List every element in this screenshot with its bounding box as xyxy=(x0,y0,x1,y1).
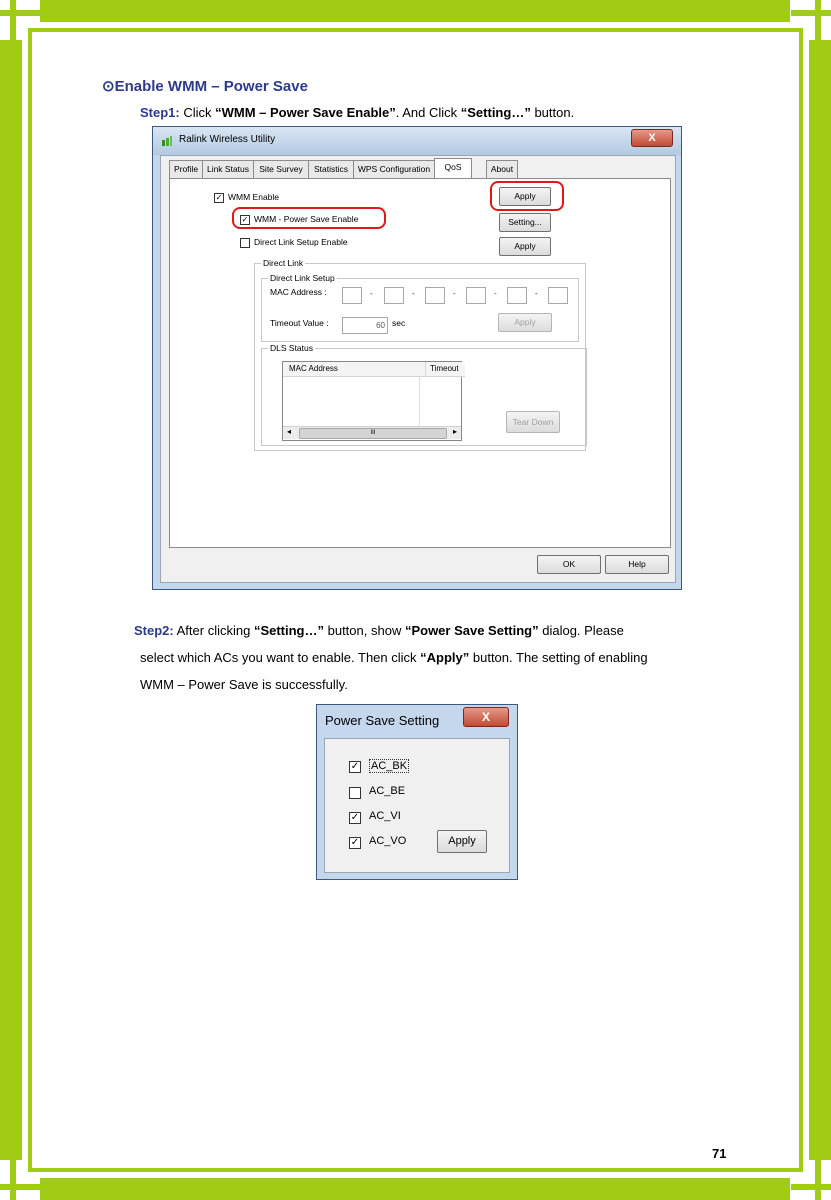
ok-button[interactable]: OK xyxy=(537,555,601,574)
step1-quote2: “Setting…” xyxy=(460,105,531,120)
frame-right xyxy=(809,40,831,1160)
step1-quote1: “WMM – Power Save Enable” xyxy=(215,105,396,120)
step2-line2-pre: select which ACs you want to enable. Then click xyxy=(140,650,421,665)
scroll-right-icon[interactable]: ▸ xyxy=(452,427,457,436)
frame-corner-tl xyxy=(0,0,40,40)
page-number: 71 xyxy=(712,1146,727,1161)
col-timeout-header[interactable]: Timeout xyxy=(426,362,465,377)
step2-post: dialog. Please xyxy=(538,623,624,638)
scroll-left-icon[interactable]: ◂ xyxy=(287,427,292,436)
step2-pre: After clicking xyxy=(173,623,254,638)
scroll-thumb[interactable]: III xyxy=(299,428,447,439)
timeout-unit: sec xyxy=(392,318,406,328)
ac-bk-checkbox[interactable]: ✓ xyxy=(350,761,360,772)
dl-setup-group: Direct Link Setup MAC Address : - - - - - Timeout Value : 60 sec Apply xyxy=(261,278,579,342)
tab-statistics[interactable]: Statistics xyxy=(308,160,354,178)
tab-link-status[interactable]: Link Status xyxy=(202,160,254,178)
setting-button[interactable]: Setting... xyxy=(499,213,551,232)
frame-inner-top xyxy=(28,28,803,32)
mac-field-2[interactable] xyxy=(384,287,404,304)
step2-line2-post: button. The setting of enabling xyxy=(469,650,648,665)
mac-field-3[interactable] xyxy=(425,287,445,304)
frame-inner-bottom xyxy=(28,1168,803,1172)
apply-dl-button[interactable]: Apply xyxy=(498,313,552,332)
frame-inner-right xyxy=(799,28,803,1172)
ralink-close-icon[interactable]: X xyxy=(631,129,673,147)
frame-corner-bl xyxy=(0,1160,40,1200)
tab-qos[interactable]: QoS xyxy=(434,158,472,179)
ralink-app-icon xyxy=(161,135,173,147)
ralink-client xyxy=(160,155,676,583)
step2-label: Step2: xyxy=(134,623,174,638)
step2-line2-quote: “Apply” xyxy=(420,650,470,665)
ralink-window xyxy=(152,126,682,590)
teardown-button[interactable]: Tear Down xyxy=(506,411,560,433)
step2-text xyxy=(134,617,724,698)
ac-be-label: AC_BE xyxy=(369,785,406,797)
tab-wps-configuration[interactable]: WPS Configuration xyxy=(353,160,435,178)
timeout-input[interactable]: 60 xyxy=(342,317,388,334)
frame-left xyxy=(0,40,22,1160)
frame-inner-left xyxy=(28,28,32,1172)
wmm-enable-checkbox[interactable]: ✓ xyxy=(215,193,223,202)
mac-field-4[interactable] xyxy=(466,287,486,304)
frame-bottom xyxy=(40,1178,790,1200)
tab-about[interactable]: About xyxy=(486,160,518,178)
step2-quote1: “Setting…” xyxy=(253,623,324,638)
dls-status-list[interactable] xyxy=(282,361,462,441)
mac-field-6[interactable] xyxy=(548,287,568,304)
help-button[interactable]: Help xyxy=(605,555,669,574)
dls-enable-checkbox[interactable] xyxy=(240,238,250,248)
mac-address-label: MAC Address : xyxy=(270,287,327,297)
ac-vo-checkbox[interactable]: ✓ xyxy=(350,837,360,848)
step2-quote2: “Power Save Setting” xyxy=(404,623,539,638)
tab-site-survey[interactable]: Site Survey xyxy=(253,160,309,178)
col-divider xyxy=(419,376,420,426)
direct-link-legend: Direct Link xyxy=(263,258,304,268)
apply-wmm-button[interactable]: Apply xyxy=(499,187,551,206)
dls-status-group xyxy=(261,343,587,446)
dls-enable-label: Direct Link Setup Enable xyxy=(254,237,348,247)
tab-profile[interactable]: Profile xyxy=(169,160,203,178)
step2-line1 xyxy=(134,617,724,644)
dls-status-legend: DLS Status xyxy=(270,343,313,353)
wmm-ps-label: WMM - Power Save Enable xyxy=(254,214,359,224)
ac-vo-label: AC_VO xyxy=(369,835,407,847)
direct-link-group xyxy=(254,258,586,451)
power-save-apply-button[interactable]: Apply xyxy=(437,830,487,853)
section-heading: ⊙Enable WMM – Power Save xyxy=(102,78,308,95)
apply-dls-button[interactable]: Apply xyxy=(499,237,551,256)
power-save-client xyxy=(324,738,510,873)
wmm-enable-label: WMM Enable xyxy=(228,192,280,202)
step1-label: Step1: xyxy=(140,105,180,120)
mac-field-1[interactable] xyxy=(342,287,362,304)
step1-mid: . And Click xyxy=(395,105,461,120)
step2-mid: button, show xyxy=(324,623,405,638)
power-save-title: Power Save Setting xyxy=(325,713,440,728)
frame-corner-br xyxy=(791,1160,831,1200)
ac-bk-label: AC_BK xyxy=(371,760,408,772)
qos-panel xyxy=(169,178,671,548)
step2-line2 xyxy=(134,644,724,671)
frame-corner-tr xyxy=(791,0,831,40)
power-save-close-icon[interactable]: X xyxy=(463,707,509,727)
mac-field-5[interactable] xyxy=(507,287,527,304)
apply-highlight xyxy=(490,181,564,211)
step2-line3: WMM – Power Save is successfully. xyxy=(140,677,348,692)
timeout-label: Timeout Value : xyxy=(270,318,329,328)
wmm-ps-highlight xyxy=(232,207,386,229)
ac-vi-checkbox[interactable]: ✓ xyxy=(350,812,360,823)
ralink-title: Ralink Wireless Utility xyxy=(179,134,276,145)
step1-post: button. xyxy=(530,105,575,120)
col-mac-header[interactable]: MAC Address xyxy=(283,362,426,377)
horizontal-scrollbar[interactable] xyxy=(283,426,461,439)
power-save-window xyxy=(316,704,518,880)
dl-setup-legend: Direct Link Setup xyxy=(270,273,335,283)
frame-top xyxy=(40,0,790,22)
step1-text xyxy=(140,105,574,120)
wmm-ps-checkbox[interactable]: ✓ xyxy=(241,215,249,224)
step1-pre: Click xyxy=(179,105,216,120)
ac-be-checkbox[interactable] xyxy=(349,787,361,799)
ac-vi-label: AC_VI xyxy=(369,810,401,822)
ralink-titlebar xyxy=(153,127,681,155)
